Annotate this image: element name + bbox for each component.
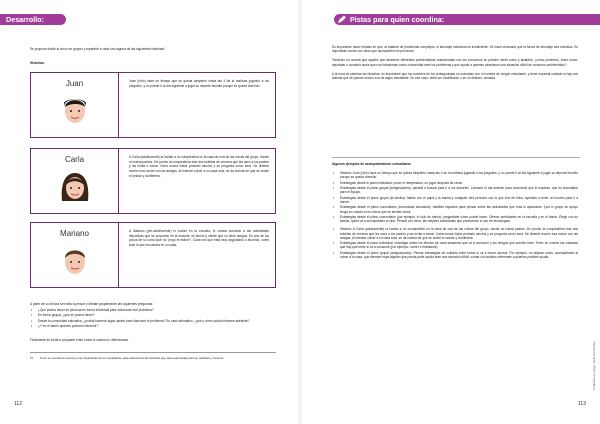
list-item: • Estrategias desde el plano comunitario (comunidad educativa): habilitar espacios para pensar sobre las actividades que más lo apasionan. Que el grupo de apoyo tenga en cuenta a los chicos que se sienten solos. [332, 205, 578, 213]
list-item: • En forma grupal, ¿qué se podría hacer? [30, 313, 276, 317]
list-item: • Historia: A Carla (adolescente) la invitan a un cumpleaños en la casa de una de las chicas del grupo, donde no habrá padres. De pronto la cumpleañera trae dos botellas de cerveza que les sacó a los padres y las invita a tomar. Carla nunca había probado alcohol y se pregunta cómo será. Se divierte mucho esa noche con las amigas. Al intentar volver a su casa sola, se da cuenta de que se olvidó el celular y la billetera. [332, 227, 578, 240]
side-running-title: Cuidados en juego, ideal prevenidos [592, 341, 597, 390]
left-page [0, 0, 298, 424]
list-item: • Estrategias desde el plano individual: investigar sobre los efectos de cada sustancia que va a consumir y los riesgos que pueden traer. Tener en cuenta los cuidados que hay que tener si va a consumir (por ejemplo: comer e hidratarse). [332, 241, 578, 249]
right-page [302, 0, 600, 424]
paragraph: Es importante hacer énfasis en que, al tratarse de problemas complejos, el abordaje individual es insuficiente. Se hace necesario que la forma de abordaje sea colectiva. Es importante contar con otros que acompañen los procesos. [332, 45, 578, 54]
questions-list [30, 308, 276, 330]
pistas-title: Pistas para quien coordina: [350, 15, 445, 24]
page-number: 113 [578, 401, 586, 408]
pistas-body [332, 45, 578, 85]
list-item: • Estrategias desde el plano grupal (amigos/pares): pasarle a buscar para ir a los deportes. Llamarlo el día anterior para recordarle qué lo esperan, que es importante para el equipo. [332, 186, 578, 194]
boy-face-icon [60, 245, 90, 279]
desarrollo-title: Desarrollo: [6, 15, 44, 24]
footnote [30, 352, 276, 360]
examples-title: Algunos ejemplos de acompañamiento comunitario: [332, 162, 412, 166]
footnote-text: Tener en cuenta el contexto y las inquietudes de los estudiantes para seleccionar las historias que sean adecuadas para su realidad y contexto. [39, 356, 224, 360]
pistas-header [334, 14, 600, 25]
desarrollo-header [0, 14, 66, 25]
historias-label: Historias: [30, 61, 45, 65]
story-text-carla: A Carla (adolescente) la invitan a un cumpleaños en la casa de una de las chicas del grupo, donde no habrá padres. De pronto la cumpleañera trae dos botellas de cerveza que les sacó a los padres y las invita a tomar. Carla nunca había probado alcohol y se pregunta cómo será. Se divierte mucho esa noche con las amigas. Al intentar volver a su casa sola, se da cuenta de que se olvidó el celular y la billetera. [129, 155, 269, 178]
pencil-icon [337, 15, 347, 24]
list-item: • Historia: Juan (niño) hace un tiempo que se queda despierto hasta las 4 de la mañana jugando a los jueguitos, y no puede ir al día siguiente a jugar su deporte favorito porque se queda dormido. [332, 171, 578, 179]
story-name: Juan [65, 79, 84, 88]
paragraph: A la hora de plantear las historias, es importante que los nombres de los protagonistas no coincidan con el nombre de ningún estudiante, y tener especial cuidado si hay una historia que se parece mucho a la de algún estudiante. En ese caso, debe ser modificada, o en su defecto, obviada. [332, 71, 578, 81]
list-item: • Estrategias desde el plano grupal (la familia): hablar con el papá y la mamá y cualquier otra persona con la que vive de ellos, ayudarlo a tener un horario para ir a dormir. [332, 196, 578, 204]
page-number: 112 [14, 401, 22, 408]
avatar-juan [31, 73, 119, 137]
list-item: • Estrategias desde el plano comunitario (por ejemplo, el club de barrio): preguntarle cómo puede hacer. Ofrecer actividades en la escuela y en el barrio. Elegir con su familia, quién va a acompañarlo al club. Pensar con otros, las mejores actividades que promueven el uso de tecnologías. [332, 215, 578, 223]
list-item: • Estrategias desde el plano individual: poner el despertador, no jugar después de cenar. [332, 181, 578, 185]
avatar-carla [31, 149, 119, 213]
partir-text: A partir de su lectura se invita a pensar y debatir grupalmente las siguientes preguntas: [30, 302, 153, 306]
intro-text: Se propone dividir al curso en grupos y repartirle a cada uno alguna de las siguientes historias²⁷. [30, 47, 167, 51]
list-item: • Estrategias desde el plano grupal (amigos/pares): Pensar estrategias de cuidado entre todos si va a tomar alcohol. Por ejemplo, no dejarse solos, acompañarse al volver a la casa, que siempre haya alguien que pueda pedir ayuda ante una situación difícil, contar con adultos referentes a quienes pedirles ayuda. [332, 251, 578, 259]
examples-list [332, 171, 578, 260]
footnote-number: 27 [30, 356, 34, 360]
story-box-juan [30, 72, 276, 138]
final-text: Finalmente se invita a compartir entre todos el camino lo reflexionado. [30, 338, 130, 342]
divider [332, 157, 580, 158]
list-item: • Desde la comunidad educativa, ¿podría hacerse algún aporte para disminuir el problema? En caso afirmativo, ¿qué y cómo podría llevarse adelante? [30, 319, 276, 323]
story-name: Carla [64, 155, 85, 164]
story-name: Mariano [60, 229, 89, 238]
girl-face-icon [60, 171, 90, 205]
story-box-carla [30, 148, 276, 214]
paragraph: Teniendo en cuenta que aquello que atraviese diferentes problemáticas relacionadas con los consumos se pueden sentir solos y aislados, ¿cómo podemos, entre todos, apuntalar o construir lazos que nos fortalezcan como comunidad ante los problemas y que ayude a quienes atraviesan una situación difícil de consumo problemático? [332, 58, 578, 67]
boy-face-icon [60, 95, 90, 129]
list-item: • ¿Qué podría hacer se persona en forma individual para solucionar ese problema? [30, 308, 276, 312]
list-item: • ¿Y en el barrio quiénes podrían intervenir? [30, 324, 276, 328]
story-text-mariano: A Mariano (pre-adolescente) lo burlan en la escuela, le cuesta sumarse a las actividades deportivas que se proponen en la escuela, es tímido y siente que no tiene amigos. Es uno de los pocos de su curso que no "pegó el estirón". Cada vez que está muy angustiado o aburrido, come todo lo que encuentra en su casa. [129, 229, 269, 247]
story-text-juan: Juan (niño) hace un tiempo que se queda despierto hasta las 4 de la mañana jugando a los jueguitos, y no puede ir al día siguiente a jugar su deporte favorito porque se queda dormido. [129, 79, 269, 88]
avatar-mariano [31, 223, 119, 287]
story-box-mariano [30, 222, 276, 288]
